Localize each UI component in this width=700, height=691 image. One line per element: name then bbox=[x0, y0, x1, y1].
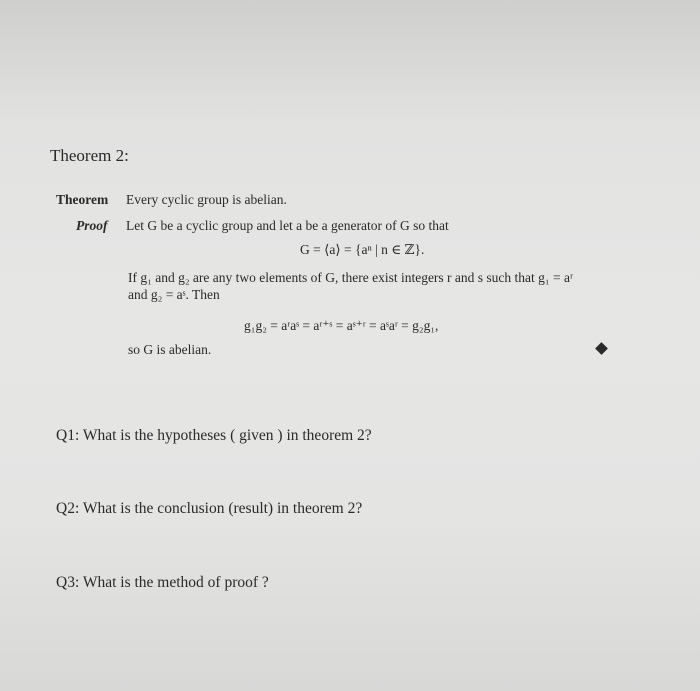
equation-cyclic-group: G = ⟨a⟩ = {aⁿ | n ∈ ℤ}. bbox=[300, 242, 425, 257]
proof-line-1: Let G be a cyclic group and let a be a generator of G so that bbox=[126, 218, 449, 233]
question-2: Q2: What is the conclusion (result) in theorem 2? bbox=[56, 500, 363, 517]
page-title: Theorem 2: bbox=[50, 146, 129, 165]
question-1: Q1: What is the hypotheses ( given ) in theorem 2? bbox=[56, 427, 372, 444]
theorem-label: Theorem bbox=[56, 192, 109, 207]
proof-line-2: If g₁ and g₂ are any two elements of G, there exist integers r and s such that g₁ = aʳ bbox=[128, 270, 573, 285]
question-3: Q3: What is the method of proof ? bbox=[56, 574, 269, 591]
proof-conclusion: so G is abelian. bbox=[128, 342, 212, 357]
proof-line-3: and g₂ = aˢ. Then bbox=[128, 287, 220, 302]
qed-diamond-icon bbox=[595, 342, 608, 355]
theorem-statement: Every cyclic group is abelian. bbox=[126, 192, 287, 207]
proof-label: Proof bbox=[76, 218, 108, 233]
equation-commute: g₁g₂ = aʳaˢ = aʳ⁺ˢ = aˢ⁺ʳ = aˢaʳ = g₂g₁, bbox=[244, 318, 439, 333]
